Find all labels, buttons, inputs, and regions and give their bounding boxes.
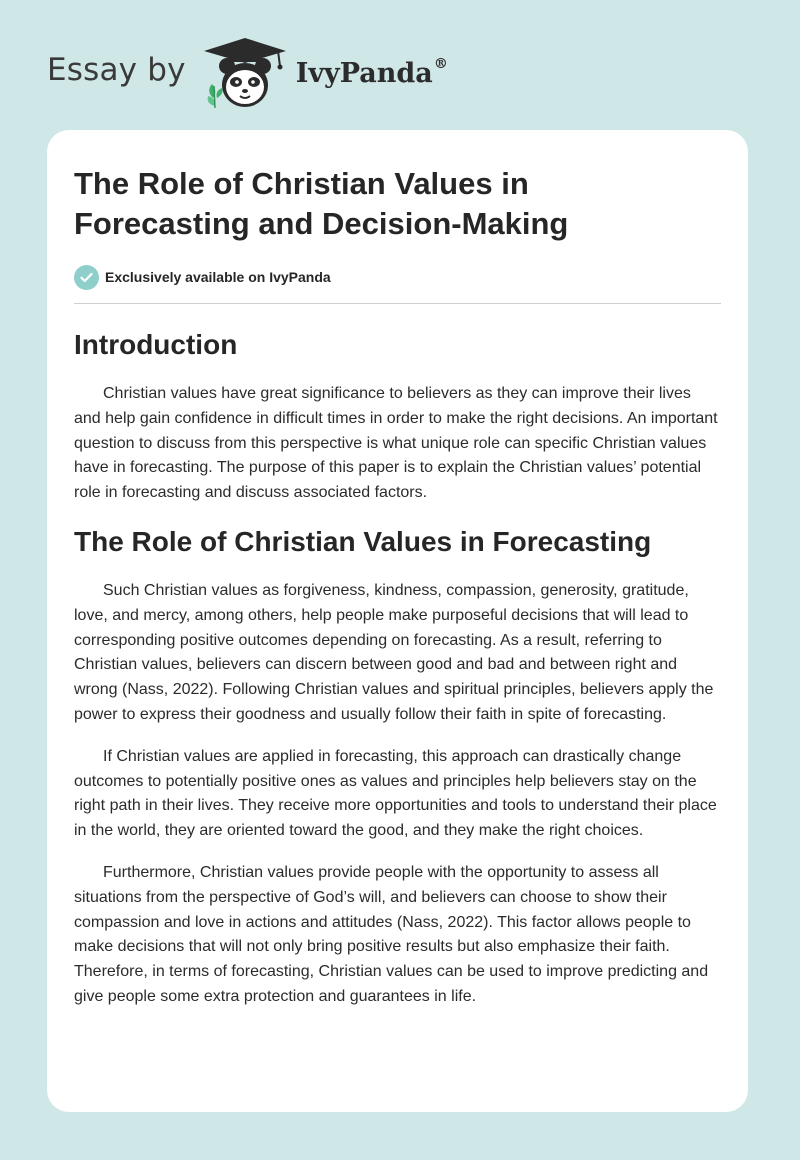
site-header: [47, 36, 448, 110]
exclusive-badge: [74, 263, 721, 291]
paragraph: Such Christian values as forgiveness, kindness, compassion, generosity, gratitude, love, and mercy, among others, help people make purposeful decisions that will lead to corresponding positive outcomes depending on forecasting. As a result, referring to Christian values, believers can discern between good and bad and between right and wrong (Nass, 2022). Following Christian values and spiritual principles, believers apply the power to express their goodness and usually follow their faith in spite of forecasting.: [74, 581, 714, 723]
divider: [74, 303, 721, 304]
panda-graduate-logo-icon[interactable]: [200, 36, 290, 110]
essay-by-label: Essay by: [47, 52, 186, 88]
exclusive-label: Exclusively available on IvyPanda: [105, 269, 331, 285]
registered-mark: ®: [433, 55, 448, 72]
brand-name[interactable]: IvyPanda®: [295, 55, 448, 89]
paragraph: If Christian values are applied in forecasting, this approach can drastically change outcomes to potentially positive ones as values and principles help believers stay on the right path in their lives. They receive more opportunities and tools to understand their place in the world, they are oriented toward the good, and they make the right choices.: [74, 747, 717, 840]
essay-card: [47, 130, 748, 1112]
check-icon: [74, 265, 99, 290]
paragraph: Furthermore, Christian values provide people with the opportunity to assess all situations from the perspective of God’s will, and believers can choose to show their compassion and love in actions and attitudes (Nass, 2022). This factor allows people to make decisions that will not only bring positive results but also emphasize their faith. Therefore, in terms of forecasting, Christian values can be used to improve predicting and give people some extra protection and guarantees in life.: [74, 863, 709, 1005]
essay-title: The Role of Christian Values in Forecasting and Decision-Making: [74, 166, 569, 241]
paragraph: Christian values have great significance to believers as they can improve their lives and help gain confidence in difficult times in order to make the right decisions. An important question to discuss from this perspective is what unique role can specific Christian values have in forecasting. The purpose of this paper is to explain the Christian values’ potential role in forecasting and discuss associated factors.: [74, 385, 718, 502]
section-heading-role: The Role of Christian Values in Forecasting: [74, 525, 652, 557]
section-heading-introduction: Introduction: [74, 329, 238, 360]
